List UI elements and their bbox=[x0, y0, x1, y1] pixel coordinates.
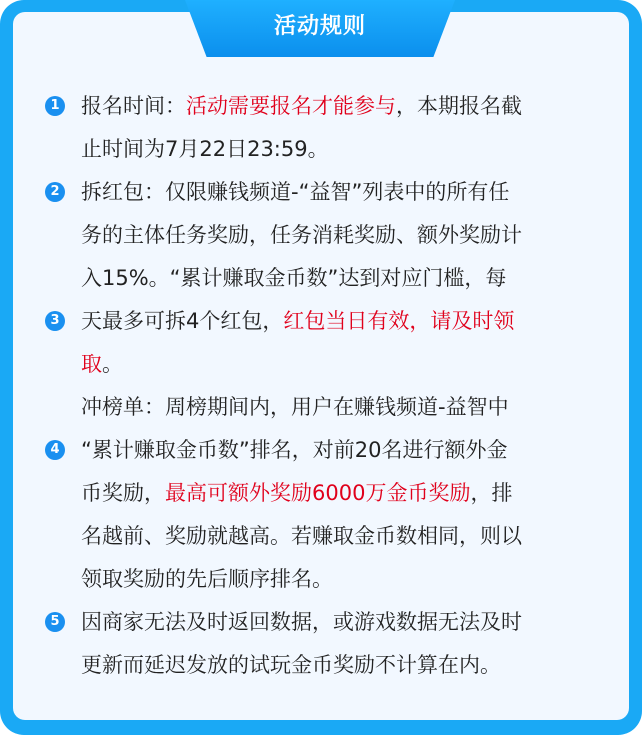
page-title: 活动规则 bbox=[273, 14, 366, 39]
rule-5-line-2: 更新而延迟发放的试玩金币奖励不计算在内。 bbox=[81, 653, 501, 677]
rule-4-before: 币奖励， bbox=[81, 481, 165, 505]
rule-1-label: 报名时间： bbox=[81, 94, 186, 118]
number-3-icon: 3 bbox=[45, 311, 65, 331]
rule-1-highlight: 活动需要报名才能参与 bbox=[186, 94, 396, 118]
rule-4-line-0: 冲榜单：周榜期间内，用户在赚钱频道-益智中 bbox=[81, 395, 509, 419]
rule-1-after: ，本期报名截 bbox=[396, 94, 522, 118]
rule-4-line-1: “累计赚取金币数”排名，对前20名进行额外金 bbox=[81, 438, 508, 462]
rule-3-highlight: 红包当日有效，请及时领 bbox=[283, 309, 515, 333]
number-4-icon: 4 bbox=[45, 440, 65, 460]
rule-4-line-3: 名越前、奖励就越高。若赚取金币数相同，则以 bbox=[81, 524, 522, 548]
rule-3-before: 天最多可拆4个红包， bbox=[81, 309, 284, 333]
number-2-icon: 2 bbox=[45, 182, 65, 202]
rule-4-line-2 bbox=[81, 472, 601, 515]
rule-1-line-2: 止时间为7月22日23:59。 bbox=[81, 137, 329, 161]
rule-2-line-1: 拆红包：仅限赚钱频道-“益智”列表中的所有任 bbox=[81, 180, 510, 204]
number-1-icon: 1 bbox=[45, 96, 65, 116]
rule-1-line-1 bbox=[81, 85, 601, 128]
rule-2-line-3: 入15%。“累计赚取金币数”达到对应门槛，每 bbox=[81, 266, 507, 290]
rule-2-line-2: 务的主体任务奖励，任务消耗奖励、额外奖励计 bbox=[81, 223, 522, 247]
rule-5-line-1: 因商家无法及时返回数据，或游戏数据无法及时 bbox=[81, 610, 522, 634]
rule-4-after: ，排 bbox=[470, 481, 513, 505]
rule-4-line-4: 领取奖励的先后顺序排名。 bbox=[81, 567, 333, 591]
rule-3-after: 。 bbox=[102, 352, 123, 376]
number-5-icon: 5 bbox=[45, 612, 65, 632]
rule-4-highlight: 最高可额外奖励6000万金币奖励 bbox=[165, 481, 471, 505]
rule-3-line-2 bbox=[81, 343, 601, 386]
rule-3-line-1 bbox=[81, 300, 601, 343]
rule-3-highlight-end: 取 bbox=[81, 352, 102, 376]
rules-text bbox=[81, 85, 601, 687]
